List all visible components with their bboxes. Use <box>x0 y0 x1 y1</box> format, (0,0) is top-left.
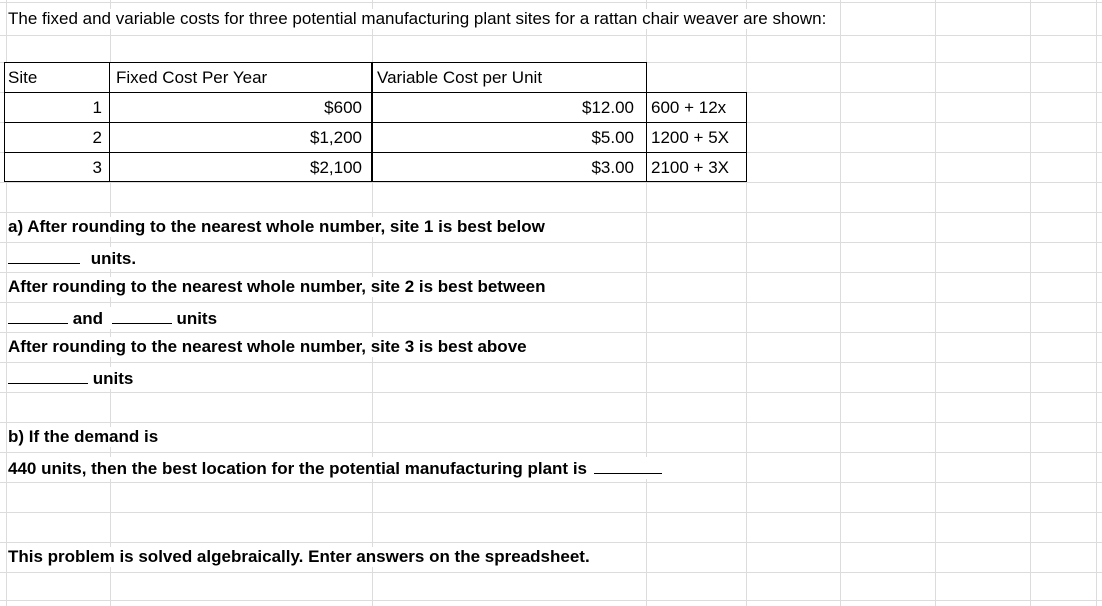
cell-equation-1: 600 + 12x <box>651 98 727 117</box>
header-site: Site <box>8 68 38 87</box>
answer-line-site3 <box>8 367 137 389</box>
cell-equation-3: 2100 + 3X <box>651 158 729 177</box>
question-a-site1: a) After rounding to the nearest whole number, site 1 is best below <box>8 217 549 237</box>
cell-equation-2: 1200 + 5X <box>651 128 729 147</box>
and-label: and <box>72 309 103 328</box>
header-variable-cost: Variable Cost per Unit <box>377 68 543 87</box>
cell-variable-2: $5.00 <box>591 128 634 147</box>
cell-site-3: 3 <box>92 158 102 177</box>
question-a-site3: After rounding to the nearest whole number, site 3 is best above <box>8 337 531 357</box>
answer-blank-site2-upper[interactable] <box>112 307 172 324</box>
answer-blank-site3-above[interactable] <box>8 367 88 384</box>
question-b-text: 440 units, then the best location for the potential manufacturing plant is <box>8 459 587 478</box>
header-fixed-cost: Fixed Cost Per Year <box>116 68 268 87</box>
cell-fixed-2: $1,200 <box>310 128 362 147</box>
instruction-note: This problem is solved algebraically. Enter answers on the spreadsheet. <box>8 547 594 567</box>
answer-blank-site2-lower[interactable] <box>8 307 68 324</box>
cell-fixed-1: $600 <box>324 98 362 117</box>
answer-line-site2 <box>8 307 221 329</box>
cell-variable-3: $3.00 <box>591 158 634 177</box>
question-b-demand: b) If the demand is <box>8 427 162 447</box>
intro-text: The fixed and variable costs for three potential manufacturing plant sites for a rattan chair weaver are shown: <box>8 9 830 29</box>
units-label: units <box>176 309 218 328</box>
cell-site-1: 1 <box>92 98 102 117</box>
units-label: units. <box>90 249 137 268</box>
cell-fixed-3: $2,100 <box>310 158 362 177</box>
answer-blank-site1-below[interactable] <box>8 247 80 264</box>
answer-line-site1 <box>8 247 140 269</box>
units-label: units <box>92 369 134 388</box>
cell-variable-1: $12.00 <box>582 98 634 117</box>
question-a-site2: After rounding to the nearest whole number, site 2 is best between <box>8 277 549 297</box>
answer-line-best-location <box>8 457 666 479</box>
cell-site-2: 2 <box>92 128 102 147</box>
answer-blank-best-location[interactable] <box>594 457 662 474</box>
